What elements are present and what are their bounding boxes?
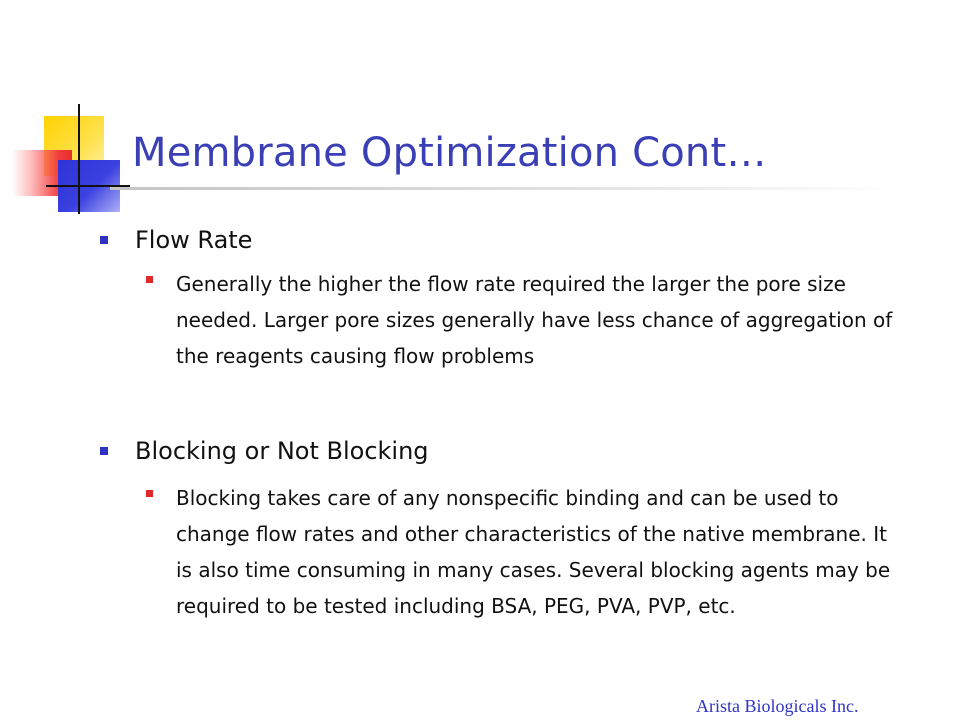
slide-title: Membrane Optimization Cont… (132, 130, 767, 176)
square-bullet-icon (146, 490, 153, 497)
bullet-heading: Blocking or Not Blocking (135, 437, 429, 465)
bullet-heading: Flow Rate (135, 226, 253, 254)
square-bullet-icon (146, 276, 153, 283)
sub-bullet-text: Blocking takes care of any nonspecific binding and can be used to change flow rates and other characteristics of the native membrane. It is also time consuming in many cases. Several blocking agents may be required to be tested including BSA, PEG, PVA, PVP, etc. (176, 486, 891, 618)
footer-company-name: Arista Biologicals Inc. (696, 696, 859, 716)
title-underline (110, 187, 900, 190)
square-bullet-icon (100, 236, 108, 244)
decorative-logo (0, 0, 140, 230)
square-bullet-icon (100, 447, 108, 455)
vertical-line (78, 104, 80, 214)
sub-bullet-text: Generally the higher the flow rate required the larger the pore size needed. Larger pore sizes generally have less chance of aggregation of the reagents causing flow problems (176, 272, 893, 368)
